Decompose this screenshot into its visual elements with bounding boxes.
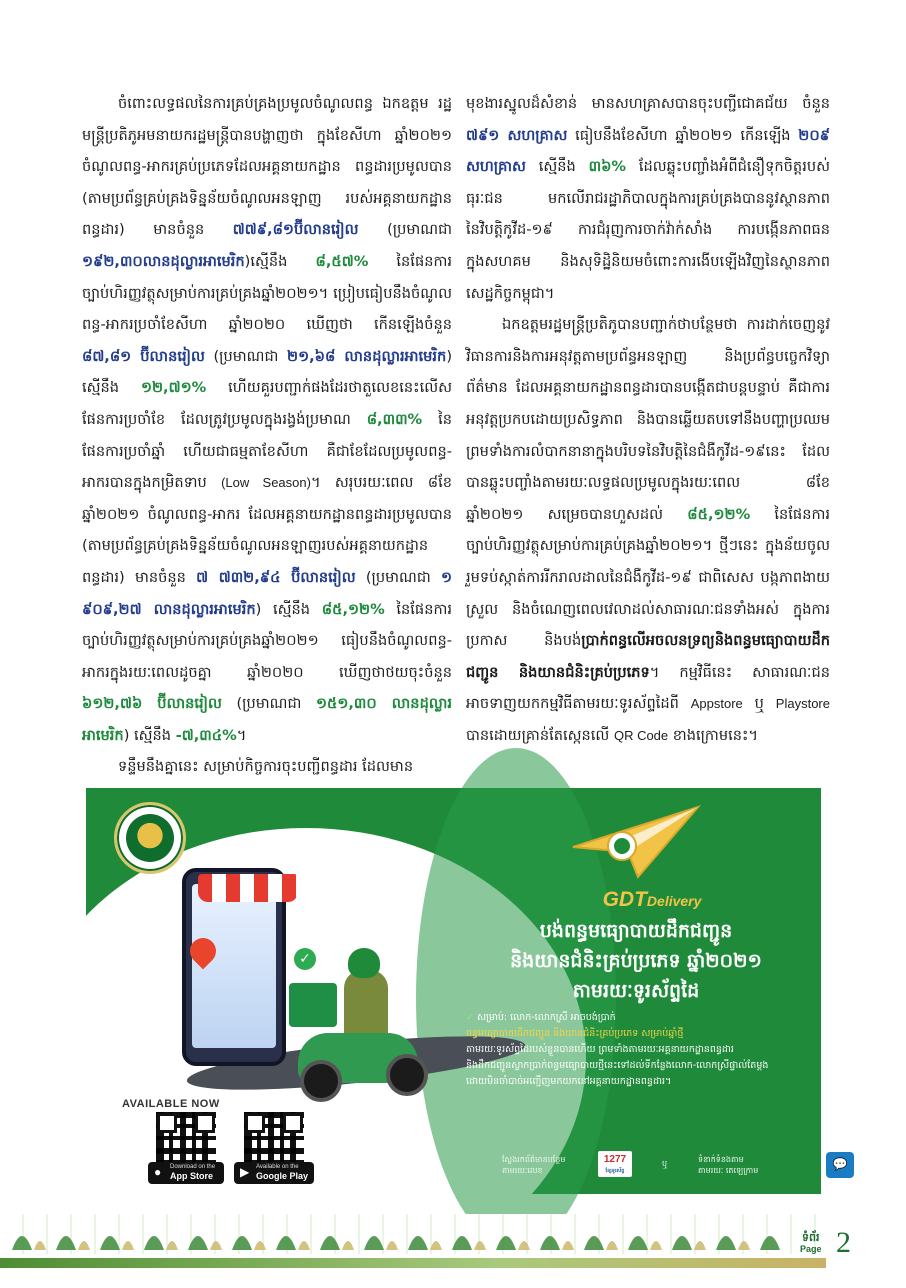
highlight-percent: ១២,៧១%	[140, 379, 207, 397]
highlight-phrase: ប្រាក់ពន្ធលើអចលនទ្រព្យនិងពន្ធមធ្យោបាយដឹកជញ្ជូន និងយានជំនិះគ្រប់ប្រភេទ	[466, 632, 830, 681]
headline-line: បង់ពន្ធមធ្យោបាយដឹកជញ្ជូន	[539, 920, 733, 942]
gdt-delivery-brand	[562, 888, 742, 912]
highlight-percent: ៨៥,១២%	[687, 505, 751, 523]
highlight-amount: ៧ ៧៣២,៩៤ ប៊ីលានរៀល	[196, 568, 356, 586]
headline-line: និងយានជំនិះគ្រប់ប្រភេទ ឆ្នាំ២០២១	[510, 950, 762, 972]
delivery-box-icon	[289, 983, 337, 1027]
paragraph: ទន្ទឹមនឹងគ្នានេះ សម្រាប់កិច្ចការចុះបញ្ជីពន្ធដារ ដែលមាន	[118, 758, 414, 776]
check-icon: ✓	[294, 948, 316, 970]
highlight-count: ៧៩១ សហគ្រាស	[466, 126, 568, 144]
highlight-percent: -៧,៣៤%	[175, 726, 237, 744]
app-store-button[interactable]	[148, 1162, 224, 1184]
store-caption: Available on the	[256, 1164, 299, 1170]
store-name: Google Play	[256, 1171, 309, 1181]
highlight-percent: ៨៥,១២%	[321, 600, 385, 618]
text: ។ កម្មវិធីនេះ សាធារណៈជនអាចទាញយកកម្មវិធីតាមរយៈទូរស័ព្ទដៃពី	[466, 663, 830, 713]
gdt-delivery-banner	[86, 788, 848, 1194]
apple-icon: ●	[154, 1165, 162, 1179]
text: QR Code	[613, 727, 669, 743]
text: បានដោយគ្រាន់តែស្កេនលើ	[466, 726, 614, 744]
highlight-percent: ៨,៣៣%	[366, 410, 423, 428]
highlight-amount: ៧៧៩,៨១ប៊ីលានរៀល	[232, 221, 359, 239]
highlight-percent: ៣៦%	[588, 158, 627, 176]
footer-ornament	[0, 1214, 826, 1256]
text: ដែលឆ្លុះបញ្ចាំងអំពីជំនឿទុកចិត្តរបស់ធុរៈជន មកលើរាជរដ្ឋាភិបាលក្នុងការគ្រប់គ្រងបាននូវស្ថានភាពនៃវិបត្តិកូវីដ-១៩ ការជំរុញការចាក់វ៉ាក់សាំង ការបង្កើនភាពធនក្នុងសហគម និងសុទិដ្ឋិនិយមចំពោះការងើបឡើងវិញនៃស្ថានភាពសេដ្ឋកិច្ចកម្ពុជា។	[466, 158, 830, 302]
banner-contact-strip	[502, 1148, 848, 1182]
contact-text: តាមរយៈលេខ	[502, 1166, 543, 1175]
article-left-column	[82, 88, 452, 783]
contact-text: តាមរយៈ តេឡេក្រាម	[698, 1166, 759, 1175]
text: (ប្រមាណជា	[204, 347, 288, 365]
hotline-caption: ខ្សែទូរស័ព្ទ	[605, 1168, 625, 1174]
highlight-percent: ៨,៥៧%	[315, 252, 369, 270]
text: )ស្មើនឹង	[244, 252, 316, 270]
text: (Low Season)	[221, 475, 311, 491]
contact-left	[502, 1154, 565, 1176]
highlight-amount: ១៩២,៣០លានដុល្លារអាមេរិក	[82, 252, 245, 270]
text: Appstore	[690, 696, 743, 712]
description-line: តាមរយៈទូរស័ព្ទដៃរបស់ខ្លួនបានហើយ ព្រមទាំងតាមរយៈអគ្គនាយកដ្ឋានពន្ធដារ	[466, 1044, 734, 1055]
text: នៃផែនការច្បាប់ហិរញ្ញវត្ថុសម្រាប់ការគ្រប់គ្រងឆ្នាំ២០២១។ ប្រៀបធៀបនឹងចំណូលពន្ធ-អាករប្រចាំខែសីហា ឆ្នាំ២០២០ ឃើញថា កើនឡើងចំនួន	[82, 252, 452, 334]
text: Playstore	[775, 696, 830, 712]
text: (ប្រមាណជា	[221, 695, 316, 713]
store-name: App Store	[170, 1171, 214, 1181]
seal-emblem-icon	[126, 814, 174, 862]
footer-color-bar	[0, 1258, 826, 1268]
page-label-english: Page	[800, 1244, 822, 1254]
text: ឬ	[742, 695, 776, 713]
highlight-amount: ២១,៦៨ លានដុល្លារអាមេរិក	[287, 347, 447, 365]
banner-headline	[466, 916, 806, 1006]
text: ។	[236, 726, 247, 744]
gdt-delivery-plane-logo	[568, 802, 708, 882]
google-play-button[interactable]	[234, 1162, 314, 1184]
paragraph	[82, 88, 452, 751]
paragraph	[466, 309, 830, 751]
description-line: ពន្ធមធ្យោបាយដឹកជញ្ជូន និងយានជំនិះគ្រប់ប្រភេទ សម្រាប់ឆ្នាំថ្មី	[466, 1028, 684, 1039]
page-label	[800, 1232, 822, 1254]
contact-or: ឬ	[662, 1159, 668, 1168]
rider-illustration	[344, 970, 388, 1042]
highlight-amount: ១៥១,៣០ លានដុល្លារអាមេរិក	[82, 695, 452, 744]
hotline-badge[interactable]	[598, 1151, 632, 1177]
description-line: និងដឹកជញ្ជូនស្លាកប្រាក់ពន្ធមធ្យោបាយថ្មីនេះទៅដល់ទីកន្លែងលោក-លោកស្រីផ្ទាល់តែម្តង	[466, 1060, 769, 1071]
banner-description	[466, 1010, 811, 1090]
text: ) ស្មើនឹង	[255, 600, 322, 618]
paragraph	[466, 88, 830, 309]
text: ហើយគួរបញ្ជាក់ផងដែរថាតួលេខនេះលើសផែនការប្រចាំខែ ដែលត្រូវប្រមូលក្នុងរង្វង់ប្រមាណ	[82, 379, 452, 428]
text: ធៀបនឹងខែសីហា ឆ្នាំ២០២១ កើនឡើង	[567, 126, 799, 144]
text: មុខងារស្នូលដ៏សំខាន់ មានសហគ្រាសបានចុះបញ្ជីជោគជ័យ ចំនួន	[466, 95, 830, 112]
text: នៃផែនការច្បាប់ហិរញ្ញវត្ថុសម្រាប់ការគ្រប់គ្រងឆ្នាំ២០២១។ ថ្មីៗនេះ ក្នុងន័យចូលរួមទប់ស្កាត់ការរីករាលដាលនៃជំងឺកូវីដ-១៩ ជាពិសេស បង្កភាពងាយស្រួល និងចំណេញពេលវេលាដល់សាធារណៈជនទាំងអស់ ក្នុងការប្រកាស និងបង់	[466, 505, 830, 650]
shop-awning-icon	[198, 874, 298, 902]
contact-text: ស្វែងរកព័ត៌មានបន្ថែម	[502, 1155, 566, 1164]
highlight-amount: ១ ៩០៩,២៧ លានដុល្លារអាមេរិក	[82, 568, 453, 618]
text: នៃផែនការប្រចាំឆ្នាំ ហើយជាធម្មតាខែសីហា គឺជាខែដែលប្រមូលពន្ធ-អាករបានក្នុងកម្រិតទាប	[82, 410, 452, 492]
highlight-amount: ៨៧,៨១ ប៊ីលានរៀល	[82, 347, 205, 365]
highlight-count: ២០៩ សហគ្រាស	[466, 126, 831, 176]
text: (ប្រមាណជា	[358, 221, 452, 239]
text: ចំពោះលទ្ធផលនៃការគ្រប់គ្រងប្រមូលចំណូលពន្ធ ឯកឧត្តម រដ្ឋមន្ត្រីប្រតិភូអមនាយករដ្ឋមន្ត្រីបានបង្ហាញថា ក្នុងខែសីហា ឆ្នាំ២០២១ ចំណូលពន្ធ-អាករគ្រប់ប្រភេទដែលអគ្គនាយកដ្ឋាន ពន្ធដារប្រមូលបាន (តាមប្រព័ន្ធគ្រប់គ្រងទិន្នន័យចំណូលអនឡាញ របស់អគ្គនាយកដ្ឋានពន្ធដារ) មានចំនួន	[82, 95, 452, 239]
brand-name: GDT	[602, 888, 647, 911]
contact-right	[698, 1154, 758, 1176]
text: ស្មើនឹង	[525, 158, 589, 176]
description-line	[466, 1010, 811, 1026]
wheel-icon	[386, 1054, 428, 1096]
rider-helmet-icon	[348, 948, 380, 978]
play-icon: ▶	[240, 1165, 250, 1179]
page-number: 2	[836, 1226, 851, 1259]
text: ) ស្មើនឹង	[123, 726, 176, 744]
text: ។ សរុបរយៈពេល ៨ខែ ឆ្នាំ២០២១ ចំណូលពន្ធ-អាករ ដែលអគ្គនាយកដ្ឋានពន្ធដារប្រមូលបាន (តាមប្រព័ន្ធគ្រប់គ្រងទិន្នន័យចំណូលអនឡាញរបស់អគ្គនាយកដ្ឋានពន្ធដារ) មានចំនួន	[82, 474, 452, 586]
text: សម្រាប់: លោក-លោកស្រី អាចបង់ប្រាក់	[476, 1012, 616, 1023]
contact-text: ទំនាក់ទំនងតាម	[698, 1155, 744, 1164]
page-label-khmer: ទំព័រ	[802, 1232, 820, 1244]
text: នៃផែនការច្បាប់ហិរញ្ញវត្ថុសម្រាប់ការគ្រប់គ្រងឆ្នាំ២០២១ ធៀបនឹងចំណូលពន្ធ-អាករក្នុងរយៈពេលដូចគ្នា ឆ្នាំ២០២០ ឃើញថាថយចុះចំនួន	[82, 600, 452, 681]
text: ខាងក្រោមនេះ។	[668, 726, 759, 744]
text: (ប្រមាណជា	[355, 568, 441, 586]
highlight-amount: ៦១២,៧៦ ប៊ីលានរៀល	[82, 695, 222, 713]
article-right-column	[466, 88, 830, 751]
available-now-label: AVAILABLE NOW	[122, 1098, 220, 1110]
gdt-seal-logo	[114, 802, 186, 874]
brand-sub: Delivery	[646, 893, 702, 909]
headline-line: តាមរយៈទូរស័ព្ទដៃ	[572, 980, 700, 1002]
check-icon: ✓	[466, 1012, 474, 1023]
wheel-icon	[300, 1060, 342, 1102]
description-line: ដោយមិនចាំបាច់អញ្ជើញមកយកនៅអគ្គនាយកដ្ឋានពន្ធដារ។	[466, 1076, 672, 1087]
text: ) ស្មើនឹង	[82, 347, 453, 397]
text: ឯកឧត្តមរដ្ឋមន្ត្រីប្រតិភូបានបញ្ជាក់ថាបន្ថែមថា ការដាក់ចេញនូវវិធានការនិងការអនុវត្តតាមប្រព័ន្ធអនឡាញ និងប្រព័ន្ធបច្ចេកវិទ្យាព័ត៌មាន ដែលអគ្គនាយកដ្ឋានពន្ធដារបានបង្កើតជាបន្តបន្ទាប់ គឺជាការអនុវត្តប្រកបដោយប្រសិទ្ធភាព និងបានឆ្លើយតបទៅនឹងបញ្ហាប្រឈមព្រមទាំងការលំបាកនានាក្នុងបរិបទនៃវិបត្តិនៃជំងឺកូវីដ-១៩នេះ ដែលបានឆ្លុះបញ្ចាំងតាមរយៈលទ្ធផលប្រមូលក្នុងរយៈពេល ៨ខែ ឆ្នាំ២០២១ សម្រេចបានហួសដល់	[466, 316, 830, 523]
hotline-number: 1277	[603, 1154, 627, 1165]
store-caption: Download on the	[170, 1164, 216, 1170]
telegram-chat-icon[interactable]: 💬	[826, 1152, 854, 1178]
